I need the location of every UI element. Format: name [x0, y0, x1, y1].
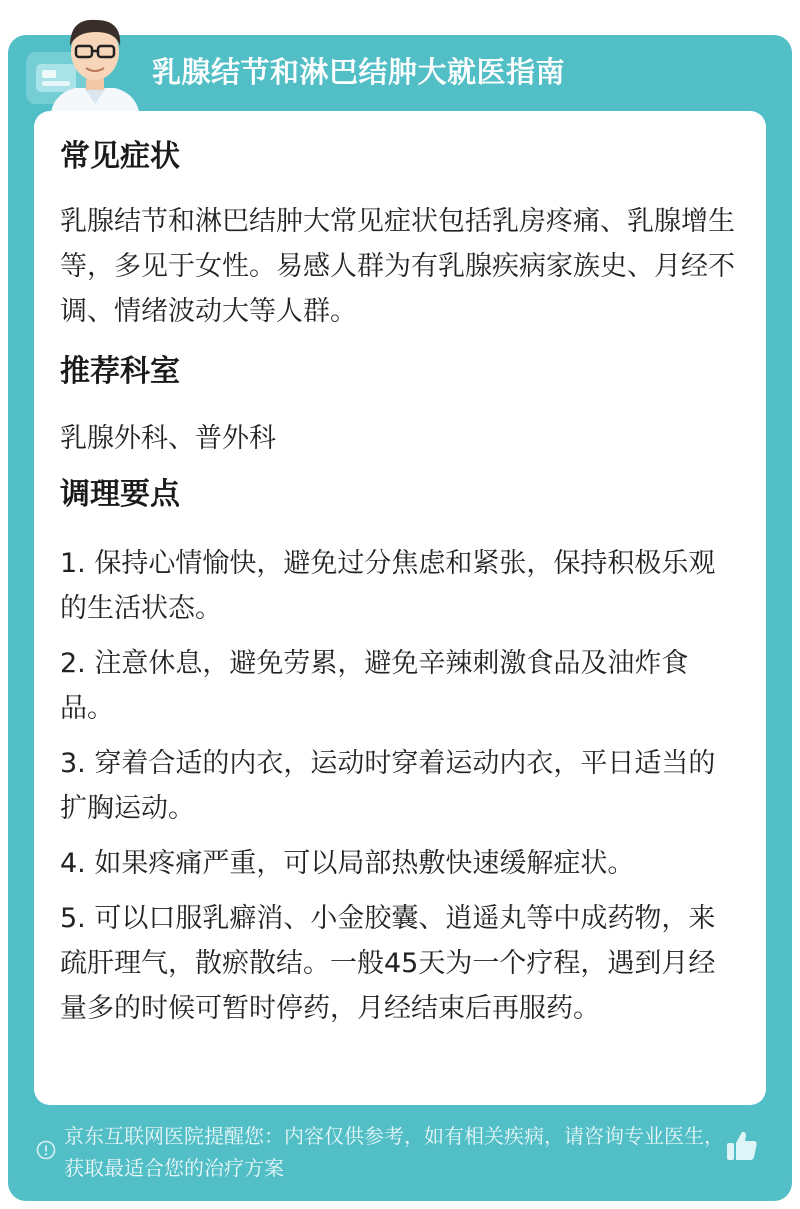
- symptoms-title: 常见症状: [60, 139, 180, 174]
- footer-disclaimer: 京东互联网医院提醒您：内容仅供参考，如有相关疾病，请咨询专业医生，获取最适合您的治疗方案: [64, 1124, 724, 1180]
- tip-text: 如果疼痛严重，可以局部热敷快速缓解症状。: [85, 848, 635, 879]
- tip-number: 4.: [60, 848, 86, 879]
- tip-text: 注意休息，避免劳累，避免辛辣刺激食品及油炸食品。: [60, 648, 689, 724]
- tip-number: 1.: [60, 548, 86, 579]
- page-title: 乳腺结节和淋巴结肿大就医指南: [152, 55, 566, 89]
- doctor-avatar-icon: [40, 8, 150, 118]
- departments-text: 乳腺外科、普外科: [60, 423, 276, 454]
- tip-text: 可以口服乳癖消、小金胶囊、逍遥丸等中成药物，来疏肝理气，散瘀散结。一般45天为一个疗程，遇到月经量多的时候可暂时停药，月经结束后再服药。: [60, 903, 716, 1024]
- care-tip: [60, 541, 740, 631]
- tip-text: 穿着合适的内衣，运动时穿着运动内衣，平日适当的扩胸运动。: [60, 748, 716, 824]
- tip-number: 2.: [60, 648, 86, 679]
- care-tips-list: [60, 541, 740, 1031]
- content-card: [34, 111, 766, 1105]
- tip-number: 5.: [60, 903, 86, 934]
- care-title: 调理要点: [60, 477, 180, 512]
- care-tip: [60, 896, 740, 1031]
- symptoms-text: 乳腺结节和淋巴结肿大常见症状包括乳房疼痛、乳腺增生等，多见于女性。易感人群为有乳腺疾病家族史、月经不调、情绪波动大等人群。: [60, 206, 735, 327]
- info-icon: [36, 1140, 56, 1160]
- content-body: [60, 137, 740, 1031]
- tip-number: 3.: [60, 748, 86, 779]
- care-tip: [60, 641, 740, 731]
- care-tip: [60, 741, 740, 831]
- departments-title: 推荐科室: [60, 354, 180, 389]
- care-tip: [60, 841, 740, 886]
- thumbs-up-icon[interactable]: [724, 1128, 760, 1164]
- tip-text: 保持心情愉快，避免过分焦虑和紧张，保持积极乐观的生活状态。: [60, 548, 716, 624]
